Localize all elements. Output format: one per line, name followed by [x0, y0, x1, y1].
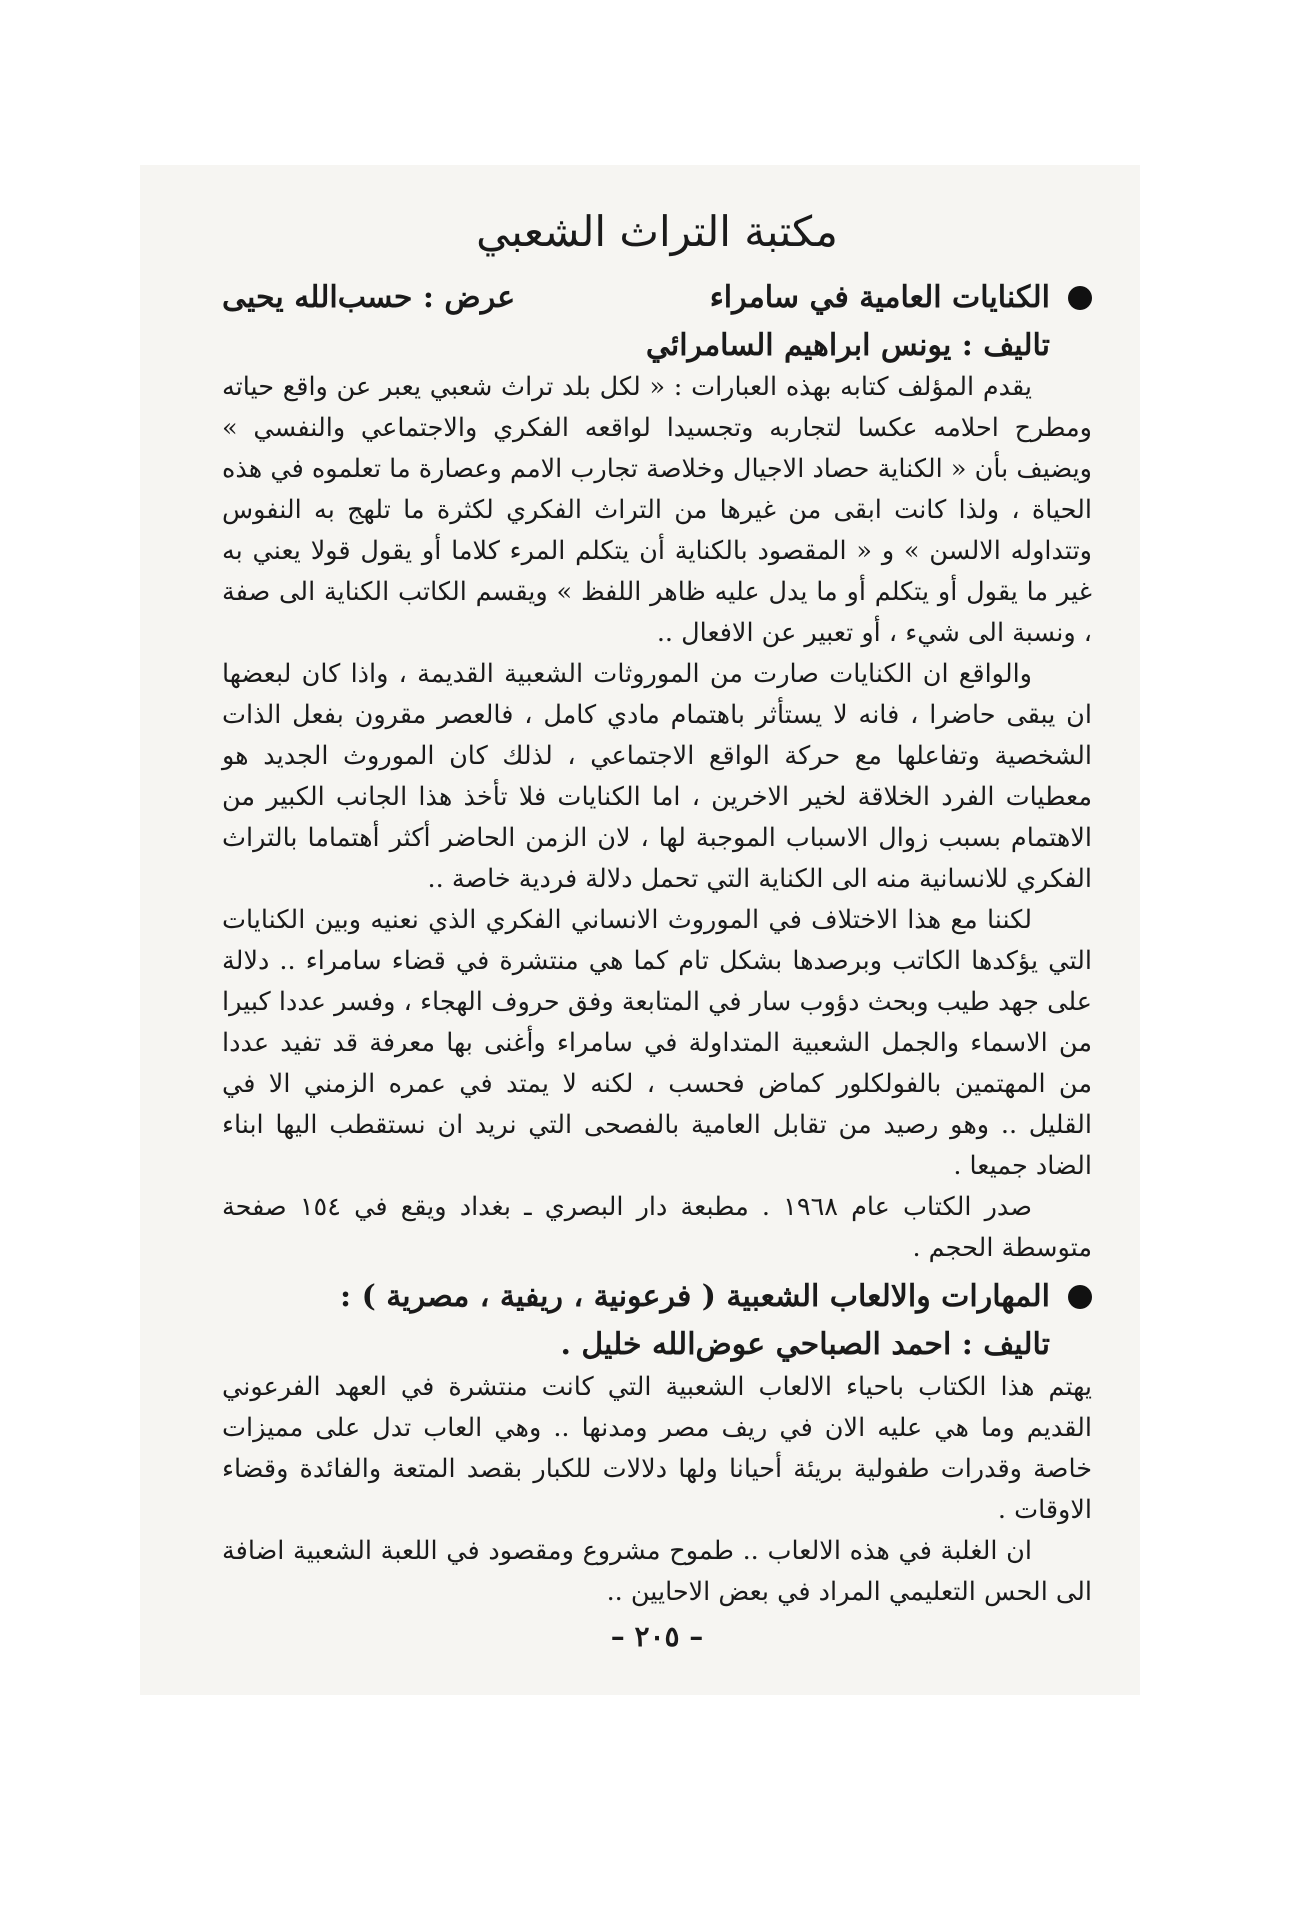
- bullet-icon: [1068, 1285, 1092, 1309]
- page-content: [222, 205, 1092, 1655]
- reviewer-credit: عرض : حسب‌الله يحيى: [222, 279, 516, 315]
- book-title: المهارات والالعاب الشعبية ( فرعونية ، ريفية ، مصرية ) :: [340, 1279, 1050, 1315]
- paragraph: ان الغلبة في هذه الالعاب .. طموح مشروع ومقصود في اللعبة الشعبية اضافة الى الحس التعليمي المراد في بعض الاحايين ..: [222, 1535, 1092, 1607]
- page-number: – ٢٠٥ –: [610, 1619, 704, 1653]
- book-review-1: [222, 272, 1092, 1270]
- book-title: الكنايات العامية في سامراء: [709, 279, 1050, 315]
- page-title: مكتبة التراث الشعبي: [476, 207, 838, 256]
- paragraph: لكننا مع هذا الاختلاف في الموروث الانساني الفكري الذي نعنيه وبين الكنايات التي يؤكدها الكاتب وبرصدها بشكل تام كما هي منتشرة في قضاء سامراء .. دلالة على جهد طيب وبحث دؤوب سار في المتابعة وفق حروف الهجاء ، وفسر عددا كبيرا من الاسماء والجمل الشعبية المتداولة في سامراء وأغنى بها معرفة قد تفيد عددا من المهتمين بالفولكلور كماض فحسب ، لكنه لا يمتد في عمره الزمني الا في القليل .. وهو رصيد من تقابل العامية بالفصحى التي نريد ان نستقطب اليها ابناء الضاد جميعا .: [222, 905, 1092, 1182]
- book-heading: [222, 272, 1092, 324]
- paragraph: يقدم المؤلف كتابه بهذه العبارات : « لكل بلد تراث شعبي يعبر عن واقع حياته ومطرح احلامه عكسا لتجاربه وتجسيدا لواقعه الفكري والاجتماعي والنفسي » ويضيف بأن « الكناية حصاد الاجيال وخلاصة تجارب الامم وعصارة ما تعلموه في هذه الحياة ، ولذا كانت ابقى من غيرها من التراث الفكري لكثرة ما تلهج به النفوس وتتداوله الالسن » و « المقصود بالكناية أن يتكلم المرء كلاما أو يقول قولا يعني به غير ما يقول أو يتكلم أو ما يدل عليه ظاهر اللفظ » ويقسم الكاتب الكناية الى صفة ، ونسبة الى شيء ، أو تعبير عن الافعال ..: [222, 372, 1092, 649]
- book-heading: [222, 1271, 1092, 1323]
- publication-note: صدر الكتاب عام ١٩٦٨ . مطبعة دار البصري ـ بغداد ويقع في ١٥٤ صفحة متوسطة الحجم .: [222, 1192, 1092, 1264]
- book-review-2: [222, 1271, 1092, 1613]
- paragraph: والواقع ان الكنايات صارت من الموروثات الشعبية القديمة ، واذا كان لبعضها ان يبقى حاضرا ، فانه لا يستأثر باهتمام مادي كامل ، فالعصر مقرون بفعل الذات الشخصية وتفاعلها مع حركة الواقع الاجتماعي ، لذلك كان الموروث الجديد هو معطيات الفرد الخلاقة لخير الاخرين ، اما الكنايات فلا تأخذ هذا الجانب الكبير من الاهتمام بسبب زوال الاسباب الموجبة لها ، لان الزمن الحاضر أكثر أهتماما بالتراث الفكري للانسانية منه الى الكناية التي تحمل دلالة فردية خاصة ..: [222, 659, 1092, 895]
- paragraph: يهتم هذا الكتاب باحياء الالعاب الشعبية التي كانت منتشرة في العهد الفرعوني القديم وما هي عليه الان في ريف مصر ومدنها .. وهي العاب تدل على مميزات خاصة وقدرات طفولية بريئة أحيانا ولها دلالات للكبار بقصد المتعة والفائدة وقضاء الاوقات .: [222, 1371, 1092, 1525]
- bullet-icon: [1068, 286, 1092, 310]
- author-credit: تاليف : يونس ابراهيم السامرائي: [645, 327, 1050, 363]
- author-credit: تاليف : احمد الصباحي عوض‌الله خليل .: [560, 1327, 1050, 1363]
